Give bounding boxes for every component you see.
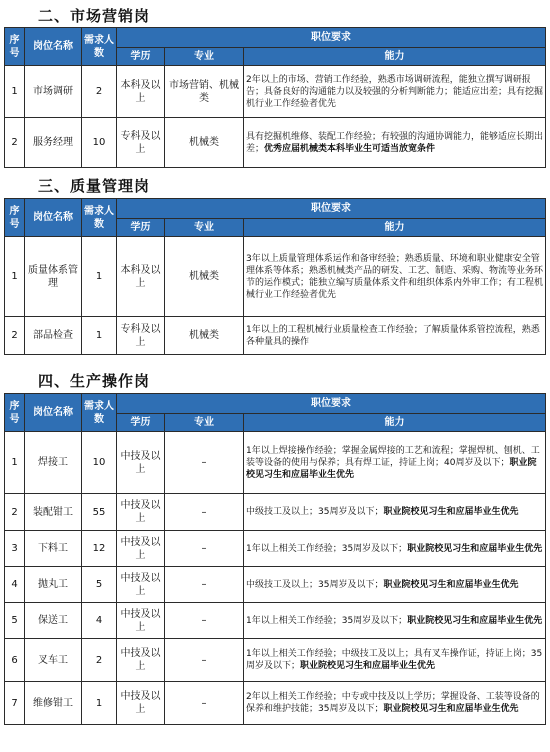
seq-cell: 2 xyxy=(5,118,25,168)
seq-cell: 1 xyxy=(5,66,25,118)
seq-cell: 4 xyxy=(5,567,25,603)
ability-text: 3年以上质量管理体系运作和备审经验；熟悉质量、环境和职业健康安全管理体系等体系；熟悉机械类产品的研发、工艺、制造、采购、物流等业务环节的运作模式；能独立编写质量体系文件和组织体系内外审工作；有工程机械行业工作经验者优先 xyxy=(246,253,544,300)
section-title-marketing: 二、市场营销岗 xyxy=(38,7,151,25)
education-cell: 专科及以上 xyxy=(117,118,165,168)
production-table xyxy=(4,393,546,725)
major-cell: – xyxy=(165,603,244,639)
major-cell: – xyxy=(165,567,244,603)
major-cell: – xyxy=(165,682,244,725)
ability-text: 2年以上相关工作经验；中专或中技及以上学历；掌握设备、工装等设备的保养和维护技能；35周岁及以下； xyxy=(246,692,540,714)
education-cell: 本科及以上 xyxy=(117,237,165,317)
section-title-production: 四、生产操作岗 xyxy=(38,372,151,390)
ability-text: 中级技工及以上；35周岁及以下； xyxy=(246,507,384,517)
position-cell: 保送工 xyxy=(25,603,82,639)
ability-cell xyxy=(244,494,546,531)
count-cell: 10 xyxy=(82,118,117,168)
seq-cell: 2 xyxy=(5,317,25,355)
header-major: 专业 xyxy=(165,414,244,432)
header-seq: 序号 xyxy=(5,28,25,66)
count-cell: 2 xyxy=(82,66,117,118)
count-cell: 5 xyxy=(82,567,117,603)
ability-highlight: 职业院校见习生和应届毕业生优先 xyxy=(246,457,537,480)
header-count: 需求人数 xyxy=(82,199,117,237)
position-cell: 抛丸工 xyxy=(25,567,82,603)
table-row xyxy=(5,603,546,639)
position-cell: 维修钳工 xyxy=(25,682,82,725)
marketing-table xyxy=(4,27,546,168)
header-count: 需求人数 xyxy=(82,28,117,66)
ability-text: 具有挖掘机维修、装配工作经验；有较强的沟通协调能力，能够适应长期出差； xyxy=(246,131,544,154)
education-cell: 本科及以上 xyxy=(117,66,165,118)
count-cell: 12 xyxy=(82,531,117,567)
position-cell: 叉车工 xyxy=(25,639,82,682)
ability-cell xyxy=(244,118,546,168)
header-requirements: 职位要求 xyxy=(117,394,546,414)
table-row xyxy=(5,531,546,567)
header-position: 岗位名称 xyxy=(25,28,82,66)
ability-cell xyxy=(244,603,546,639)
ability-cell xyxy=(244,639,546,682)
table-row xyxy=(5,567,546,603)
header-seq: 序号 xyxy=(5,394,25,432)
table-row xyxy=(5,317,546,355)
table-row xyxy=(5,639,546,682)
ability-text: 1年以上相关工作经验；35周岁及以下； xyxy=(246,543,408,554)
table-row xyxy=(5,237,546,317)
header-seq: 序号 xyxy=(5,199,25,237)
ability-highlight: 职业院校见习生和应届毕业生优先 xyxy=(383,704,519,714)
count-cell: 55 xyxy=(82,494,117,531)
major-cell: – xyxy=(165,639,244,682)
major-cell: – xyxy=(165,432,244,494)
seq-cell: 3 xyxy=(5,531,25,567)
seq-cell: 2 xyxy=(5,494,25,531)
ability-text: 2年以上的市场、营销工作经验，熟悉市场调研流程，能独立撰写调研报告；具备良好的沟通能力以及较强的分析判断能力；能适应出差；具有挖掘机行业工作经验者优先 xyxy=(246,74,544,109)
header-education: 学历 xyxy=(117,48,165,66)
education-cell: 中技及以上 xyxy=(117,432,165,494)
header-position: 岗位名称 xyxy=(25,199,82,237)
ability-cell xyxy=(244,237,546,317)
count-cell: 1 xyxy=(82,682,117,725)
seq-cell: 5 xyxy=(5,603,25,639)
header-ability: 能力 xyxy=(244,48,546,66)
education-cell: 中技及以上 xyxy=(117,531,165,567)
ability-cell xyxy=(244,567,546,603)
ability-highlight: 职业院校见习生和应届毕业生优先 xyxy=(407,615,543,626)
header-ability: 能力 xyxy=(244,219,546,237)
section-title-quality: 三、质量管理岗 xyxy=(38,177,151,195)
header-major: 专业 xyxy=(165,219,244,237)
seq-cell: 1 xyxy=(5,432,25,494)
ability-cell xyxy=(244,531,546,567)
major-cell: 机械类 xyxy=(165,118,244,168)
education-cell: 中技及以上 xyxy=(117,682,165,725)
position-cell: 装配钳工 xyxy=(25,494,82,531)
education-cell: 中技及以上 xyxy=(117,639,165,682)
major-cell: – xyxy=(165,531,244,567)
position-cell: 焊接工 xyxy=(25,432,82,494)
table-row xyxy=(5,432,546,494)
header-ability: 能力 xyxy=(244,414,546,432)
ability-text: 1年以上相关工作经验；中级技工及以上；具有叉车操作证，持证上岗；35周岁及以下； xyxy=(246,649,543,671)
major-cell: – xyxy=(165,494,244,531)
education-cell: 专科及以上 xyxy=(117,317,165,355)
table-row xyxy=(5,494,546,531)
count-cell: 1 xyxy=(82,237,117,317)
major-cell: 机械类 xyxy=(165,237,244,317)
table-row xyxy=(5,682,546,725)
ability-highlight: 优秀应届机械类本科毕业生可适当放宽条件 xyxy=(264,143,436,154)
count-cell: 4 xyxy=(82,603,117,639)
major-cell: 市场营销、机械类 xyxy=(165,66,244,118)
position-cell: 下料工 xyxy=(25,531,82,567)
header-requirements: 职位要求 xyxy=(117,199,546,219)
quality-table xyxy=(4,198,546,355)
table-row xyxy=(5,66,546,118)
seq-cell: 7 xyxy=(5,682,25,725)
education-cell: 中技及以上 xyxy=(117,603,165,639)
ability-cell xyxy=(244,66,546,118)
ability-highlight: 职业院校见习生和应届毕业生优先 xyxy=(383,579,519,590)
header-education: 学历 xyxy=(117,414,165,432)
seq-cell: 6 xyxy=(5,639,25,682)
education-cell: 中技及以上 xyxy=(117,494,165,531)
major-cell: 机械类 xyxy=(165,317,244,355)
position-cell: 服务经理 xyxy=(25,118,82,168)
seq-cell: 1 xyxy=(5,237,25,317)
header-position: 岗位名称 xyxy=(25,394,82,432)
education-cell: 中技及以上 xyxy=(117,567,165,603)
ability-cell xyxy=(244,317,546,355)
table-row xyxy=(5,118,546,168)
ability-cell xyxy=(244,682,546,725)
ability-text: 1年以上的工程机械行业质量检查工作经验；了解质量体系管控流程，熟悉各种量具的操作 xyxy=(246,324,540,347)
position-cell: 部品检查 xyxy=(25,317,82,355)
count-cell: 1 xyxy=(82,317,117,355)
position-cell: 质量体系管理 xyxy=(25,237,82,317)
ability-text: 中级技工及以上；35周岁及以下； xyxy=(246,579,384,590)
count-cell: 2 xyxy=(82,639,117,682)
header-requirements: 职位要求 xyxy=(117,28,546,48)
ability-cell xyxy=(244,432,546,494)
ability-highlight: 职业院校见习生和应届毕业生优先 xyxy=(383,507,519,517)
position-cell: 市场调研 xyxy=(25,66,82,118)
header-education: 学历 xyxy=(117,219,165,237)
ability-text: 1年以上焊接操作经验；掌握金属焊接的工艺和流程；掌握焊机、刨机、工装等设备的使用与保养；具有焊工证，持证上岗；40周岁及以下； xyxy=(246,445,540,468)
ability-highlight: 职业院校见习生和应届毕业生优先 xyxy=(300,661,436,671)
ability-highlight: 职业院校见习生和应届毕业生优先 xyxy=(407,543,543,554)
header-count: 需求人数 xyxy=(82,394,117,432)
count-cell: 10 xyxy=(82,432,117,494)
ability-text: 1年以上相关工作经验；35周岁及以下； xyxy=(246,615,408,626)
header-major: 专业 xyxy=(165,48,244,66)
